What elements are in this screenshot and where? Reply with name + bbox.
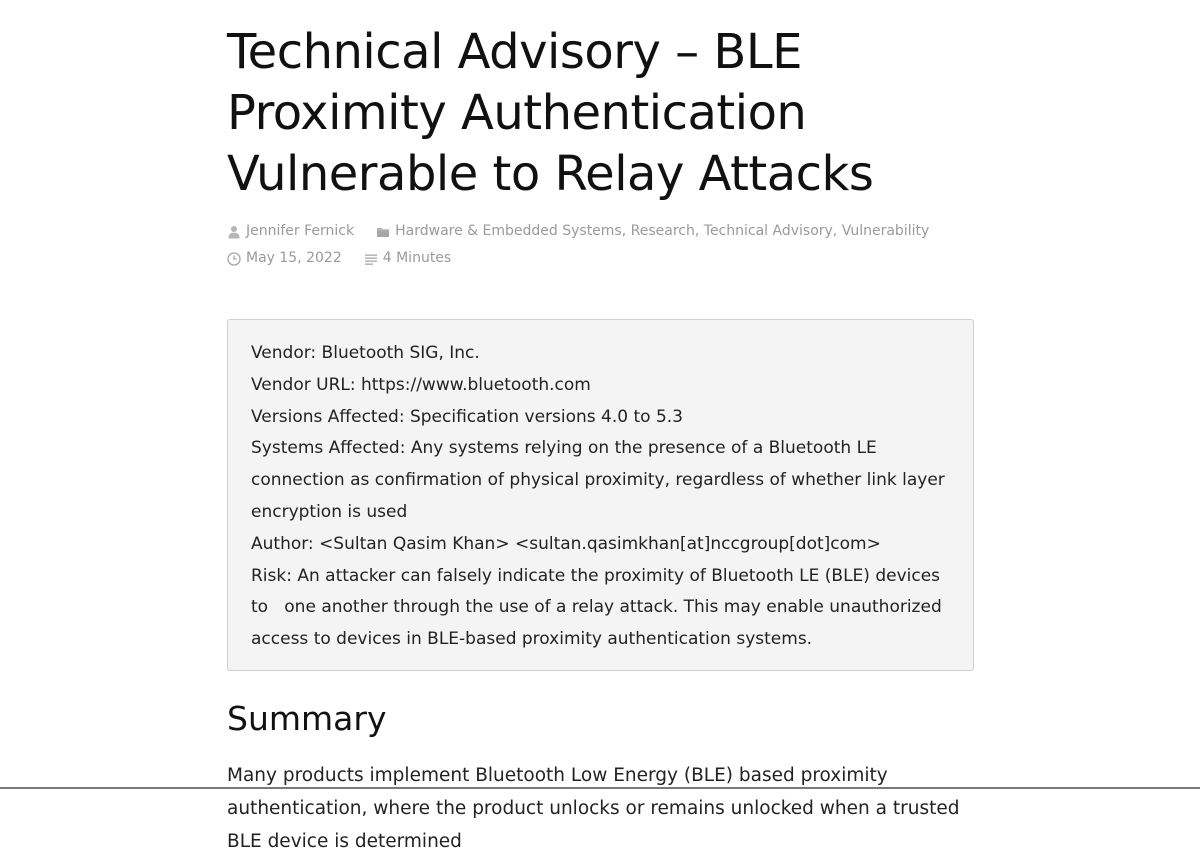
post-date: May 15, 2022 [246,250,342,266]
category-link-hardware[interactable]: Hardware & Embedded Systems [395,223,622,239]
summary-paragraph: Many products implement Bluetooth Low Energy (BLE) based proximity authentication, where the product unlocks or remains unlocked when a trusted BLE device is determined [227,764,960,852]
meta-date [227,245,342,272]
category-link-technical-advisory[interactable]: Technical Advisory [703,223,833,239]
category-separator: , [621,223,631,239]
folder-icon [376,225,390,239]
user-icon [227,225,241,239]
meta-reading-time [364,245,451,272]
summary-heading: Summary [227,698,387,738]
post-meta [227,218,974,272]
author-link[interactable]: Jennifer Fernick [246,223,355,239]
meta-row-1 [227,218,974,245]
advisory-vendor-url: Vendor URL: https://www.bluetooth.com [251,374,591,395]
bottom-divider [0,787,1200,789]
clock-icon [227,252,241,266]
category-separator: , [694,223,704,239]
category-link-research[interactable]: Research [630,223,695,239]
advisory-author: Author: <Sultan Qasim Khan> <sultan.qasimkhan[at]nccgroup[dot]com> [251,533,881,554]
advisory-vendor: Vendor: Bluetooth SIG, Inc. [251,343,480,363]
advisory-systems: Systems Affected: Any systems relying on the presence of a Bluetooth LE connection as confirmation of physical proximity, regardless of whether link layer encryption is used [251,438,945,522]
meta-categories [376,218,929,245]
page-title: Technical Advisory – BLE Proximity Authentication Vulnerable to Relay Attacks [227,24,874,202]
advisory-details-box [227,319,974,671]
advisory-risk: Risk: An attacker can falsely indicate the proximity of Bluetooth LE (BLE) devices to one another through the use of a relay attack. This may enable unauthorized access to devices in BLE-based proximity authentication systems. [251,565,948,650]
advisory-versions: Versions Affected: Specification versions 4.0 to 5.3 [251,406,683,427]
category-separator: , [832,223,842,239]
reading-time: 4 Minutes [382,250,452,266]
list-icon [364,252,378,266]
category-link-vulnerability[interactable]: Vulnerability [841,223,930,239]
article [227,0,974,858]
meta-author [227,218,354,245]
meta-row-2 [227,245,974,272]
